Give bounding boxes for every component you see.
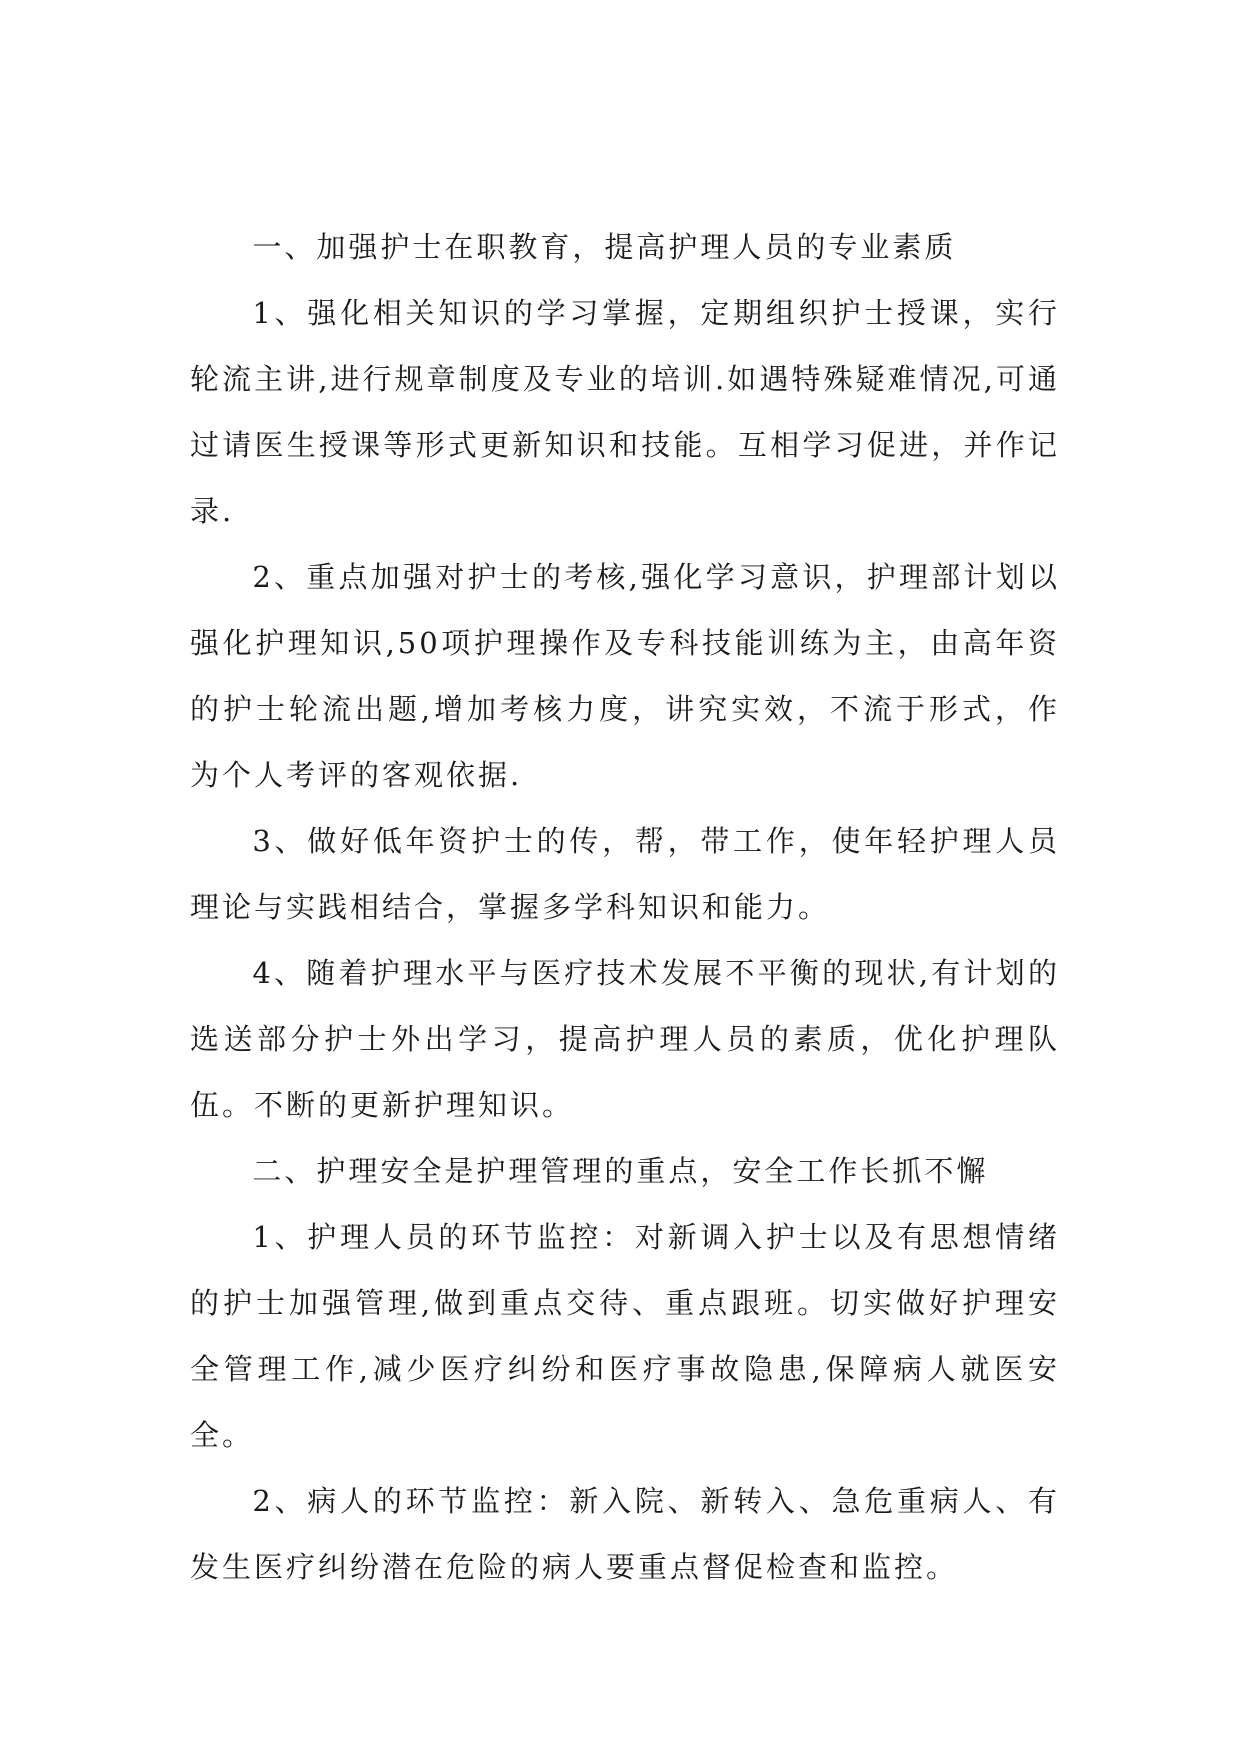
document-body	[190, 214, 1060, 1600]
paragraph-1-4: 4、随着护理水平与医疗技术发展不平衡的现状,有计划的选送部分护士外出学习，提高护理人员的素质，优化护理队伍。不断的更新护理知识。	[190, 956, 1060, 1122]
paragraph-1-1: 1、强化相关知识的学习掌握，定期组织护士授课，实行轮流主讲,进行规章制度及专业的培训.如遇特殊疑难情况,可通过请医生授课等形式更新知识和技能。互相学习促进，并作记录.	[190, 296, 1060, 528]
paragraph-2-1: 1、护理人员的环节监控：对新调入护士以及有思想情绪的护士加强管理,做到重点交待、重点跟班。切实做好护理安全管理工作,减少医疗纠纷和医疗事故隐患,保障病人就医安全。	[190, 1220, 1060, 1452]
paragraph-2-2: 2、病人的环节监控：新入院、新转入、急危重病人、有发生医疗纠纷潜在危险的病人要重点督促检查和监控。	[190, 1484, 1060, 1584]
section-heading-1: 一、加强护士在职教育，提高护理人员的专业素质	[252, 230, 957, 264]
section-heading-2: 二、护理安全是护理管理的重点，安全工作长抓不懈	[252, 1154, 989, 1188]
paragraph-1-3: 3、做好低年资护士的传，帮，带工作，使年轻护理人员理论与实践相结合，掌握多学科知识和能力。	[190, 824, 1060, 924]
paragraph-1-2: 2、重点加强对护士的考核,强化学习意识，护理部计划以强化护理知识,50项护理操作及专科技能训练为主，由高年资的护士轮流出题,增加考核力度，讲究实效，不流于形式，作为个人考评的客观依据.	[190, 560, 1060, 792]
